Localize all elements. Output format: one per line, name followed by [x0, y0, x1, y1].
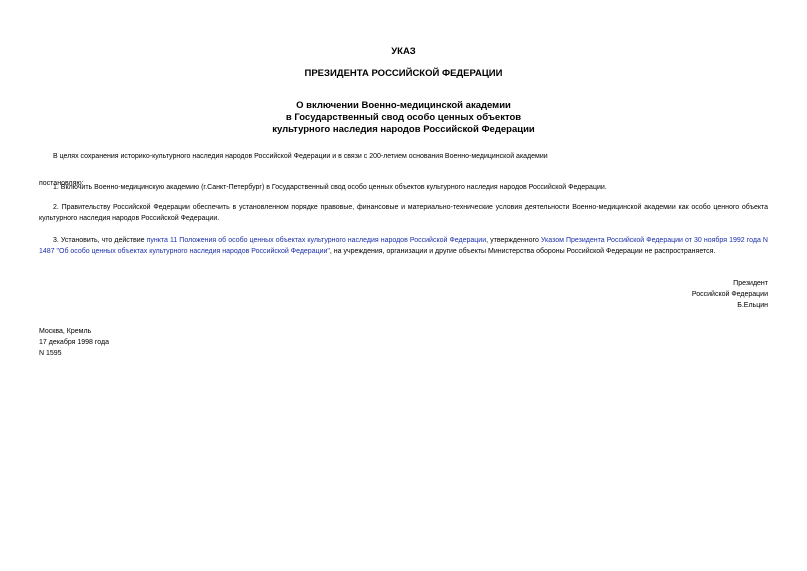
issuer-title: ПРЕЗИДЕНТА РОССИЙСКОЙ ФЕДЕРАЦИИ [304, 68, 503, 79]
decree-item-2: 2. Правительству Российской Федерации обеспечить в установленном порядке правовые, финансовые и материально-технические условия деятельности Военно-медицинской академии как особо ценного объекта культурного наследия народов Российской Федерации. [39, 204, 768, 222]
preamble-paragraph: В целях сохранения историко-культурного наследия народов Российской Федерации и в связи с 200-летием основания Военно-медицинской академии [53, 153, 548, 160]
decree-1487-link[interactable]: Указом Президента Российской Федерации от 30 ноября 1992 года N 1487 "Об особо ценных объектах культурного наследия народов Российской Федерации" [39, 237, 768, 255]
signature-title: Президент [733, 280, 768, 287]
signature-name: Б.Ельцин [737, 302, 768, 309]
subject-line-3: культурного наследия народов Российской Федерации [272, 124, 535, 135]
decree-item-3 [39, 236, 768, 257]
place-date-block [39, 326, 109, 359]
date-text: 17 декабря 1998 года [39, 339, 110, 346]
place-text: Москва, Кремль [39, 328, 92, 335]
subject-heading [0, 100, 807, 136]
signature-block [692, 278, 768, 311]
decree-item-1: 1. Включить Военно-медицинскую академию (г.Санкт-Петербург) в Государственный свод особо ценных объектов культурного наследия народов Российской Федерации. [53, 184, 607, 191]
signature-country: Российской Федерации [691, 291, 768, 298]
regulation-link[interactable]: пункта 11 Положения об особо ценных объектах культурного наследия народов Российской Федерации [146, 237, 487, 244]
item-3-prefix: 3. Установить, что действие [53, 237, 147, 244]
item-3-middle: , утвержденного [486, 237, 541, 244]
doc-number: N 1595 [39, 350, 62, 357]
decree-word: постановляю: [39, 180, 84, 187]
item-3-suffix: , на учреждения, организации и другие объекты Министерства обороны Российской Федерации не распространяется. [329, 247, 716, 255]
subject-line-1: О включении Военно-медицинской академии [296, 100, 511, 111]
doc-type-title: УКАЗ [391, 46, 416, 57]
subject-line-2: в Государственный свод особо ценных объектов [285, 112, 522, 123]
